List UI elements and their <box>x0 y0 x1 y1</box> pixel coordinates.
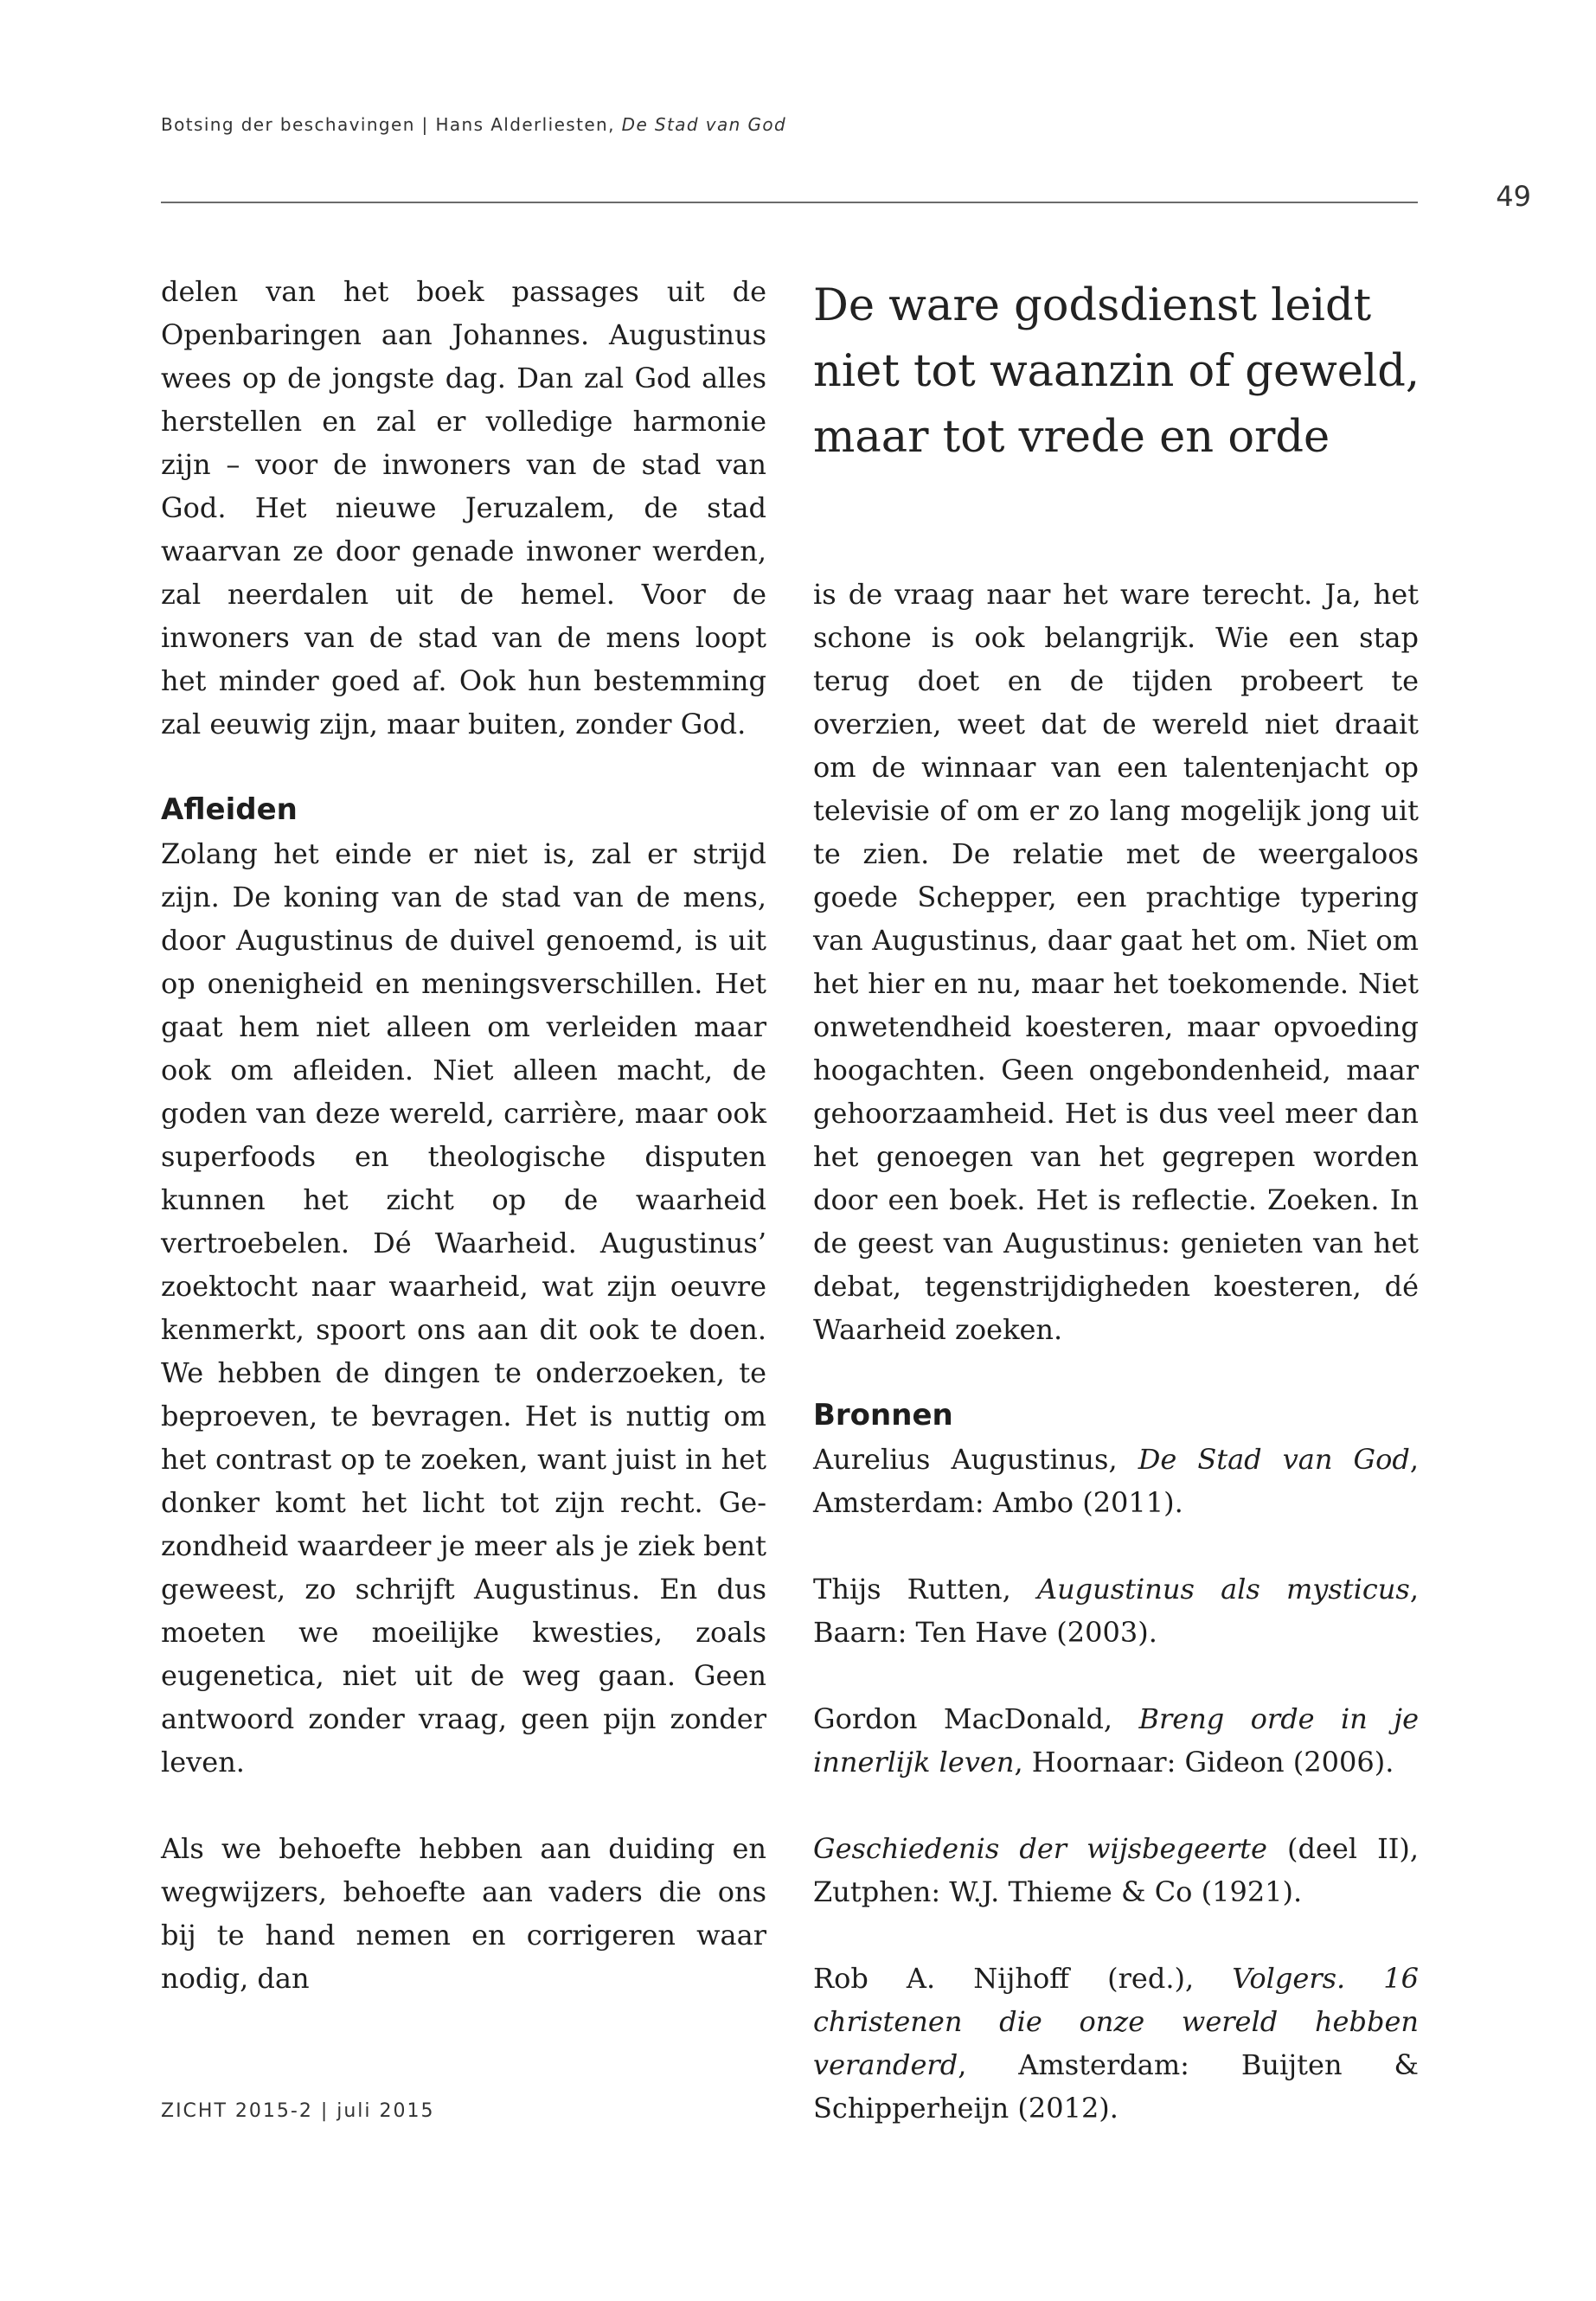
header-section: Botsing der beschavingen <box>161 114 415 135</box>
footer-issue: ZICHT 2015-2 | juli 2015 <box>161 2100 435 2122</box>
left-column <box>161 270 766 2000</box>
right-paragraph-1: is de vraag naar het ware terecht. Ja, het schone is ook belangrijk. Wie een stap terug doet en de tijden probeert te overzien, weet dat de wereld niet draait om de winnaar van een talentenjacht op televisie of om er zo lang mogelijk jong uit te zien. De relatie met de weergaloos goede Schepper, een prachtige typering van Augustinus, daar gaat het om. Niet om het hier en nu, maar het toekomende. Niet onwetendheid koesteren, maar opvoeding hoogachten. Geen ongebondenheid, maar gehoorzaamheid. Het is dus veel meer dan het genoegen van het gegrepen worden door een boek. Het is reflectie. Zoeken. In de geest van Augustinus: genieten van het debat, tegenstrijdigheden koesteren, dé Waarheid zoeken. <box>813 578 1419 1346</box>
reference-author: Thijs Rutten, <box>813 1573 1037 1606</box>
reference-item <box>813 1567 1419 1654</box>
reference-title: Volgers. 16 christenen die onze wereld hebben veranderd <box>813 1962 1420 2081</box>
reference-author: Aurelius Augustinus, <box>813 1443 1138 1476</box>
header-rule <box>161 202 1418 203</box>
reference-publisher: (deel II), Zutphen: W.J. Thieme & Co (1921). <box>813 1832 1420 1908</box>
pull-quote: De ware godsdienst leidt niet tot waanzin of geweld, maar tot vrede en orde <box>813 280 1420 463</box>
reference-publisher: , Hoornaar: Gideon (2006). <box>1014 1746 1394 1779</box>
header-book-title: De Stad van God <box>621 114 787 135</box>
header-separator: | <box>421 114 429 135</box>
left-paragraph-1: delen van het boek passages uit de Openbaringen aan Johannes. Augustinus wees op de jongste dag. Dan zal God alles herstellen en zal er volledige harmonie zijn – voor de inwoners van de stad van God. Het nieuwe Jeruzalem, de stad waarvan ze door genade inwoner werden, zal neerdalen uit de hemel. Voor de inwoners van de stad van de mens loopt het minder goed af. Ook hun bestemming zal eeuwig zijn, maar buiten, zonder God. <box>161 275 766 740</box>
reference-author: Rob A. Nijhoff (red.), <box>813 1962 1233 1995</box>
running-header <box>161 114 786 135</box>
reference-publisher: , Amsterdam: Ambo (2011). <box>813 1443 1420 1519</box>
reference-title: De Stad van God <box>1138 1443 1410 1476</box>
left-paragraph-3: Als we behoefte hebben aan duiding en wegwijzers, behoefte aan vaders die ons bij te hand nemen en corrigeren waar nodig, dan <box>161 1832 766 1995</box>
section-heading-bronnen: Bronnen <box>813 1398 953 1433</box>
reference-title: Augustinus als mysticus <box>1036 1573 1410 1606</box>
right-column <box>813 573 1419 2130</box>
reference-item <box>813 1697 1419 1784</box>
page-number: 49 <box>1496 180 1531 213</box>
reference-title: Breng orde in je innerlijk leven <box>813 1702 1419 1779</box>
reference-item <box>813 1957 1419 2130</box>
reference-title: Geschiedenis der wijsbegeerte <box>813 1832 1267 1865</box>
header-author: Hans Alderliesten, <box>435 114 615 135</box>
reference-publisher: , Amsterdam: Buijten & Schipperheijn (2012). <box>813 2048 1419 2125</box>
left-paragraph-2: Zolang het einde er niet is, zal er strijd zijn. De koning van de stad van de mens, door Augustinus de duivel genoemd, is uit op onenigheid en meningsverschillen. Het gaat hem niet alleen om verleiden maar ook om afleiden. Niet alleen macht, de goden van deze wereld, carrière, maar ook superfoods en theologische disputen kunnen het zicht op de waarheid vertroebelen. Dé Waarheid. Augustinus’ zoektocht naar waarheid, wat zijn oeuvre kenmerkt, spoort ons aan dit ook te doen. We hebben de dingen te onderzoeken, te beproeven, te bevragen. Het is nuttig om het contrast op te zoeken, want juist in het donker komt het licht tot zijn recht. Gezondheid waardeer je meer als je ziek bent geweest, zo schrijft Augustinus. En dus moeten we moeilijke kwesties, zoals eugenetica, niet uit de weg gaan. Geen antwoord zonder vraag, geen pijn zonder leven. <box>161 837 766 1779</box>
section-heading-afleiden: Afleiden <box>161 792 298 827</box>
reference-item <box>813 1827 1419 1913</box>
reference-list <box>813 1438 1419 2130</box>
reference-item <box>813 1438 1419 1524</box>
reference-publisher: , Baarn: Ten Have (2003). <box>813 1573 1419 1649</box>
reference-author: Gordon MacDonald, <box>813 1702 1139 1735</box>
